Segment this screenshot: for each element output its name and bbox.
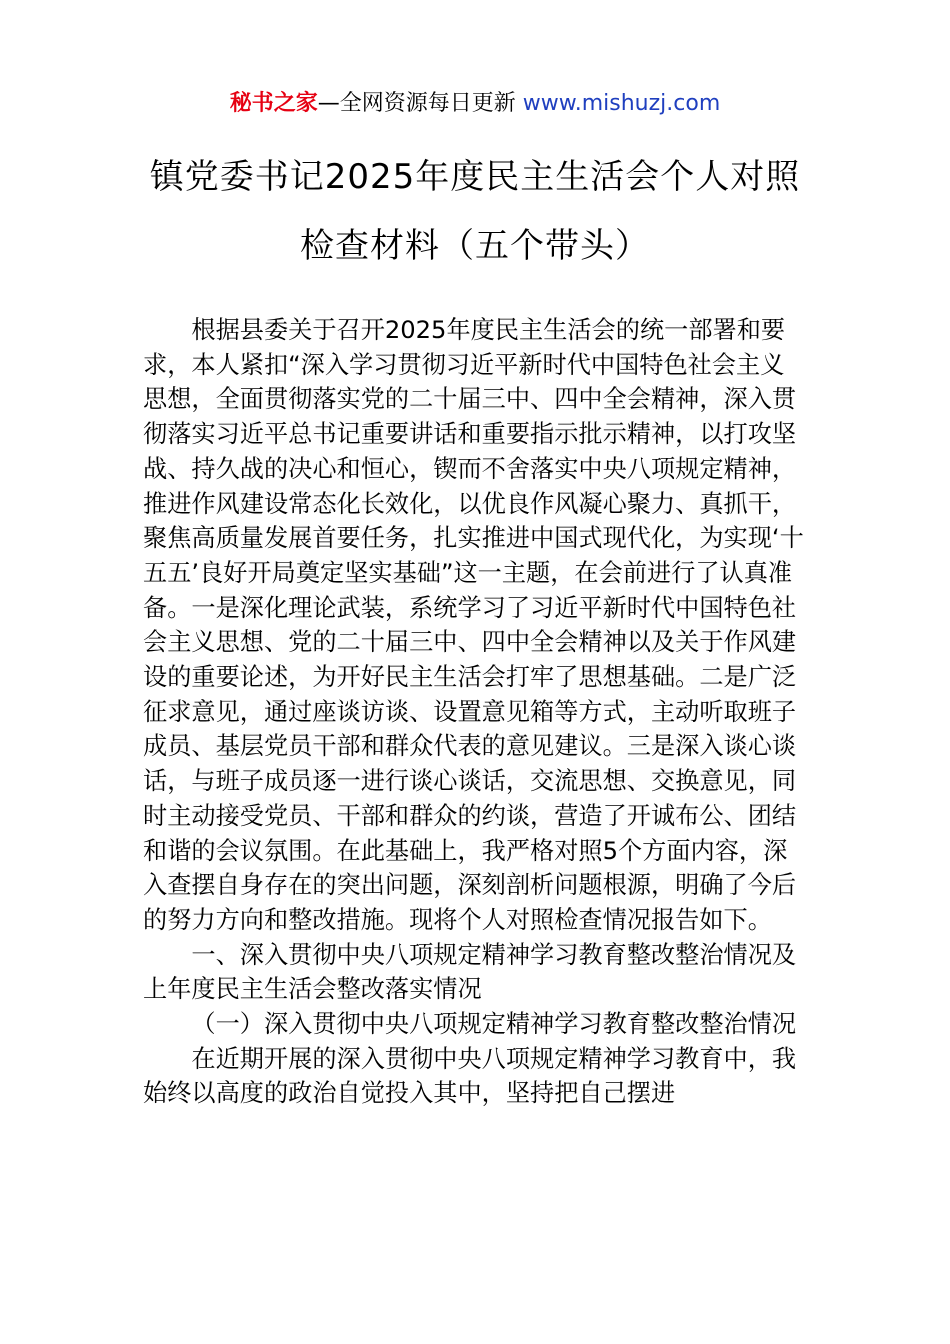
site-header — [0, 88, 950, 120]
document-body — [143, 313, 808, 1111]
body-paragraph-1: 根据县委关于召开2025年度民主生活会的统一部署和要求，本人紧扣“深入学习贯彻习近平新时代中国特色社会主义思想，全面贯彻落实党的二十届三中、四中全会精神，深入贯彻落实习近平总书记重要讲话和重要指示批示精神，以打攻坚战、持久战的决心和恒心，锲而不舍落实中央八项规定精神，推进作风建设常态化长效化，以优良作风凝心聚力、真抓干，聚焦高质量发展首要任务，扎实推进中国式现代化，为实现‘十五五’良好开局奠定坚实基础”这一主题，在会前进行了认真准备。一是深化理论武装，系统学习了习近平新时代中国特色社会主义思想、党的二十届三中、四中全会精神以及关于作风建设的重要论述，为开好民主生活会打牢了思想基础。二是广泛征求意见，通过座谈访谈、设置意见箱等方式，主动听取班子成员、基层党员干部和群众代表的意见建议。三是深入谈心谈话，与班子成员逐一进行谈心谈话，交流思想、交换意见，同时主动接受党员、干部和群众的约谈，营造了开诚布公、团结和谐的会议氛围。在此基础上，我严格对照5个方面内容，深入查摆自身存在的突出问题，深刻剖析问题根源，明确了今后的努力方向和整改措施。现将个人对照检查情况报告如下。 — [143, 316, 804, 934]
site-url-link[interactable]: www.mishuzj.com — [522, 91, 721, 116]
section-heading-1: 一、深入贯彻中央八项规定精神学习教育整改整治情况及上年度民主生活会整改落实情况 — [143, 940, 797, 1004]
document-title-line-1: 镇党委书记2025年度民主生活会个人对照 — [149, 157, 801, 197]
subsection-heading-1: （一）深入贯彻中央八项规定精神学习教育整改整治情况 — [191, 1010, 797, 1039]
site-brand: 秘书之家 — [229, 91, 318, 116]
document-title-line-2: 检查材料（五个带头） — [300, 226, 650, 266]
body-paragraph-2: 在近期开展的深入贯彻中央八项规定精神学习教育中，我始终以高度的政治自觉投入其中，坚持把自己摆进 — [143, 1044, 797, 1108]
site-tagline: —全网资源每日更新 — [317, 91, 523, 116]
